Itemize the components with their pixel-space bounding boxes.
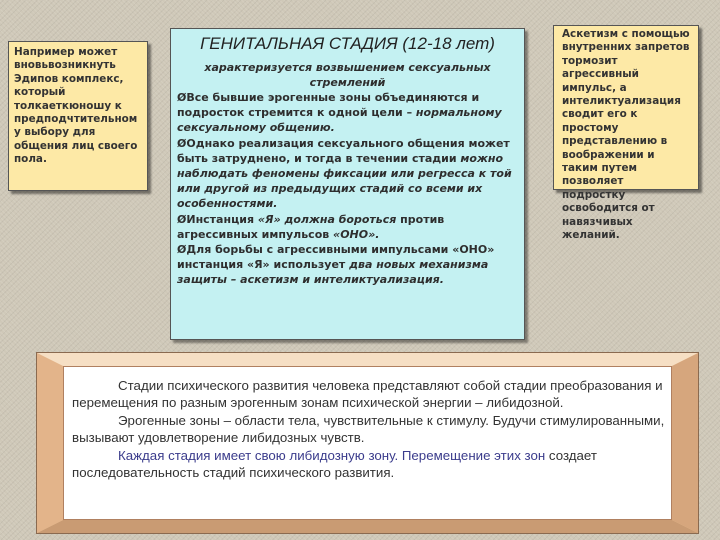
left-callout-text: Например может вновьвозникнуть Эдипов комплекс, который толкаеткюношу к предподчтительном у выбору для общения лиц своего пола. [14, 46, 138, 166]
slide-title: ГЕНИТАЛЬНАЯ СТАДИЯ (12-18 лет) [200, 34, 495, 53]
arrow-bullet-icon: Ø [177, 212, 187, 226]
frame-bevel-top [37, 353, 698, 366]
bottom-text-panel [63, 366, 672, 520]
bottom-paragraph-3-highlight: Каждая стадия имеет свою либидозную зону. Перемещение этих зон [118, 447, 546, 463]
bottom-paragraph-2: Эрогенные зоны – области тела, чувствительные к стимулу. Будучи стимулированными, вызывают удовлетворение либидозных чувств. [72, 412, 665, 446]
frame-bevel-right [672, 353, 698, 533]
right-callout [553, 25, 699, 242]
bottom-paragraph-3: Каждая стадия имеет свою либидозную зону. Перемещение этих зон создает последовательность стадий психического развития. [72, 447, 597, 481]
paragraph-2: ØОднако реализация сексуального общения может быть затруднено, и тогда в течении стадии можно наблюдать феномены фиксации или регресса к той или другой из предыдущих стадий со всеми их особенностями. [177, 136, 512, 211]
center-panel [170, 28, 525, 340]
paragraph-1: ØВсе бывшие эрогенные зоны объединяются и подросток стремится к одной цели – нормальному сексуальному общению. [177, 91, 502, 135]
arrow-bullet-icon: Ø [177, 243, 187, 257]
paragraph-3: ØИнстанция «Я» должна бороться против агрессивных импульсов «ОНО». [177, 212, 445, 241]
right-callout-text: Аскетизм с помощью внутренних запретов тормозит агрессивный импульс, а интеликтуализация сводит его к простому представлению в воображении и таким путем позволяет подростку освободится от навязчивых желаний. [562, 28, 690, 242]
slide-subtitle: характеризуется возвышением сексуальных стремлений [204, 61, 491, 89]
paragraph-4: ØДля борьбы с агрессивными импульсами «ОНО» инстанция «Я» использует два новых механизма защиты – аскетизм и интеликтуализация. [177, 243, 495, 287]
arrow-bullet-icon: Ø [177, 136, 187, 150]
bottom-frame [36, 352, 699, 534]
bottom-paragraph-1: Стадии психического развития человека представляют собой стадии преобразования и перемещения по разным эрогенным зонам психической энергии – либидозной. [72, 378, 663, 411]
left-callout [8, 41, 148, 191]
frame-bevel-left [37, 353, 63, 533]
arrow-bullet-icon: Ø [177, 91, 187, 104]
frame-bevel-bottom [37, 520, 698, 533]
